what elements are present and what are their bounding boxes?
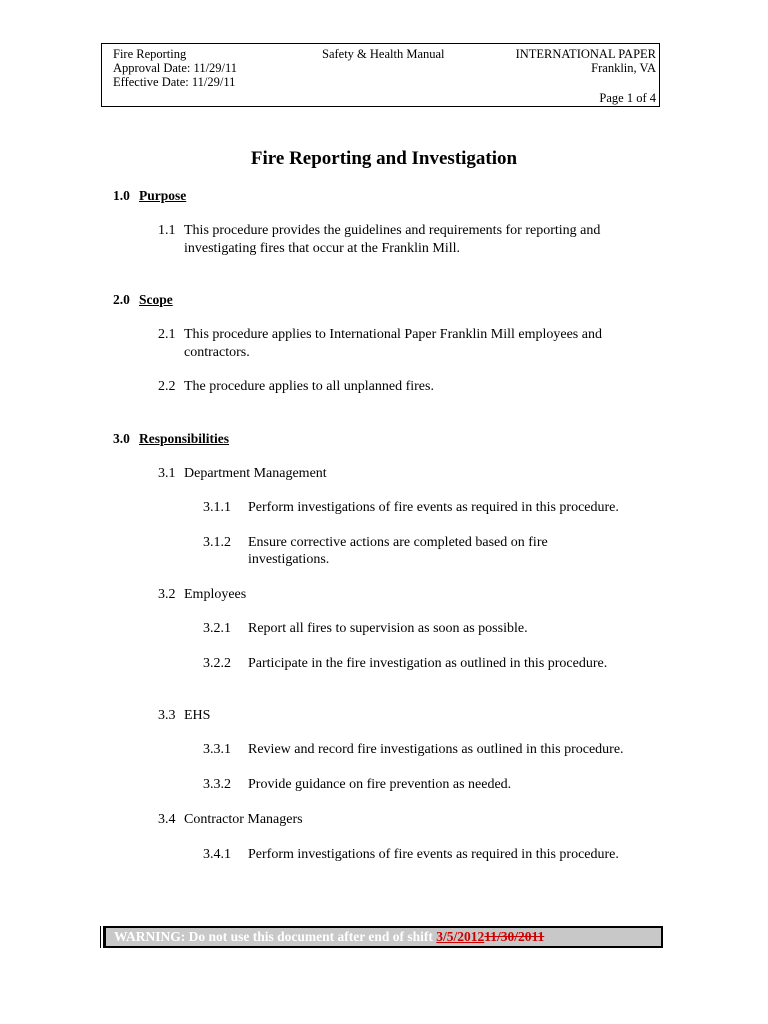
page-number: Page 1 of 4 [599, 91, 656, 105]
item-text: Employees [184, 587, 247, 602]
subitem-number: 3.3.1 [203, 742, 231, 757]
subitem-number: 3.2.2 [203, 656, 231, 671]
item-number: 2.2 [158, 379, 176, 394]
warning-message [114, 929, 544, 945]
subitem-text: Perform investigations of fire events as required in this procedure. [248, 500, 619, 515]
warning-text: WARNING: Do not use this document after end of shift [114, 929, 437, 944]
section-heading-purpose: Purpose [139, 188, 187, 203]
item-number: 3.4 [158, 812, 176, 827]
approval-date: Approval Date: 11/29/11 [113, 61, 238, 75]
section-number: 2.0 [113, 292, 130, 307]
manual-name: Safety & Health Manual [322, 47, 445, 61]
section-heading-scope: Scope [139, 292, 173, 307]
item-text: EHS [184, 708, 211, 723]
item-number: 3.3 [158, 708, 176, 723]
item-number: 3.1 [158, 466, 176, 481]
item-number: 3.2 [158, 587, 176, 602]
subitem-text: Participate in the fire investigation as outlined in this procedure. [248, 656, 608, 671]
item-text: Department Management [184, 466, 327, 481]
item-text: contractors. [184, 345, 250, 360]
section-heading-responsibilities: Responsibilities [139, 431, 230, 446]
subitem-number: 3.1.1 [203, 500, 231, 515]
doc-name: Fire Reporting [113, 47, 187, 61]
page-title: Fire Reporting and Investigation [250, 148, 518, 169]
section-number: 3.0 [113, 431, 130, 446]
item-text: The procedure applies to all unplanned fires. [184, 379, 434, 394]
subitem-number: 3.4.1 [203, 847, 231, 862]
item-text: This procedure provides the guidelines and requirements for reporting and [184, 223, 601, 238]
subitem-text: Report all fires to supervision as soon as possible. [248, 621, 528, 636]
effective-date: Effective Date: 11/29/11 [113, 75, 236, 89]
subitem-text: Provide guidance on fire prevention as needed. [248, 777, 512, 792]
subitem-number: 3.1.2 [203, 535, 231, 550]
item-text: investigating fires that occur at the Franklin Mill. [184, 241, 461, 256]
subitem-text: Review and record fire investigations as outlined in this procedure. [248, 742, 624, 757]
company-location: Franklin, VA [591, 61, 656, 75]
item-number: 1.1 [158, 223, 176, 238]
subitem-number: 3.3.2 [203, 777, 231, 792]
subitem-text: investigations. [248, 552, 330, 567]
subitem-number: 3.2.1 [203, 621, 231, 636]
section-number: 1.0 [113, 188, 130, 203]
warning-new-date: 3/5/2012 [436, 929, 485, 944]
item-number: 2.1 [158, 327, 176, 342]
warning-old-date: 11/30/2011 [484, 929, 545, 944]
subitem-text: Perform investigations of fire events as required in this procedure. [248, 847, 619, 862]
subitem-text: Ensure corrective actions are completed based on fire [248, 535, 548, 550]
warning-bar-edge [100, 926, 101, 948]
company-name: INTERNATIONAL PAPER [515, 47, 656, 61]
item-text: This procedure applies to International Paper Franklin Mill employees and [184, 327, 602, 342]
item-text: Contractor Managers [184, 812, 303, 827]
